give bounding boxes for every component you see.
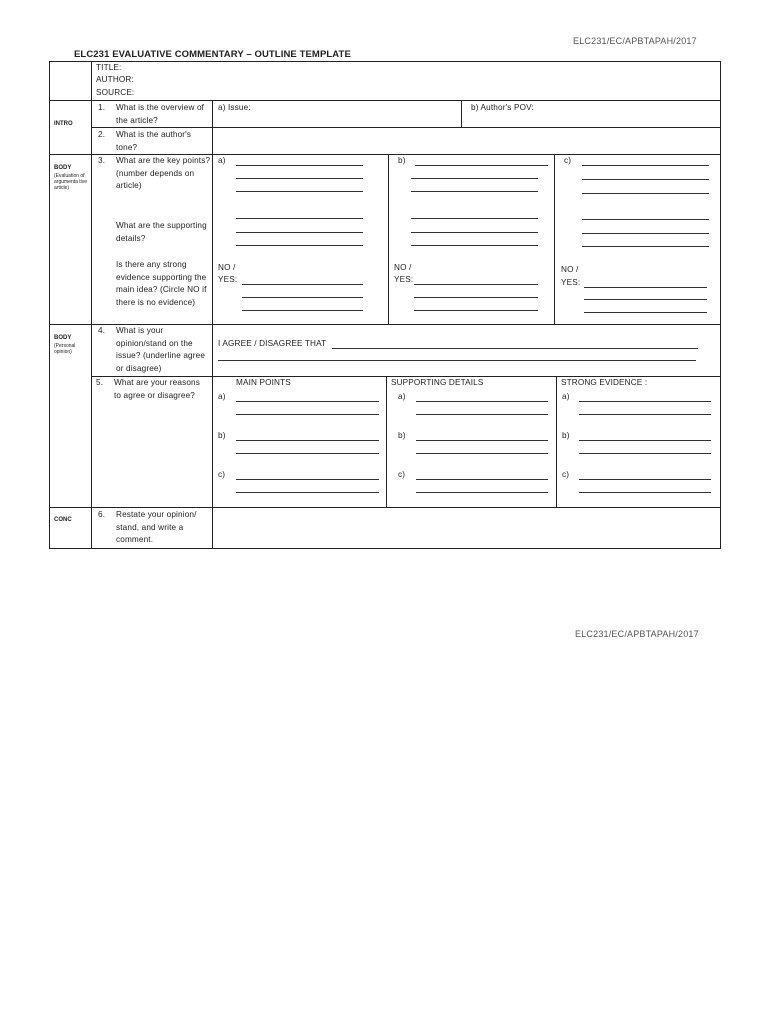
- main-points-header: MAIN POINTS: [236, 378, 291, 387]
- strong-evidence-header: STRONG EVIDENCE :: [561, 378, 648, 387]
- supporting-b-marker: b): [398, 431, 406, 440]
- evidence-c-no: NO /: [561, 265, 579, 274]
- main-point-c-marker: c): [218, 470, 226, 479]
- section-intro: INTRO: [54, 121, 73, 127]
- title-label: TITLE:: [96, 63, 122, 72]
- evidence-c-yes: YES:: [561, 278, 581, 287]
- strong-evidence-c-marker: c): [562, 470, 570, 479]
- key-point-a-marker: a): [218, 156, 226, 165]
- strong-evidence-a-marker: a): [562, 392, 570, 401]
- question-6: 6. Restate your opinion/ stand, and write a comment.: [98, 510, 197, 544]
- document-title: ELC231 EVALUATIVE COMMENTARY – OUTLINE TEMPLATE: [74, 49, 351, 60]
- supporting-a-marker: a): [398, 392, 406, 401]
- author-pov-field-label: b) Author's POV:: [471, 103, 534, 112]
- evidence-b-yes: YES:: [394, 275, 414, 284]
- section-conc: CONC: [54, 517, 72, 523]
- agree-disagree-label: I AGREE / DISAGREE THAT: [218, 339, 327, 348]
- document-code-bottom: ELC231/EC/APBTAPAH/2017: [575, 629, 699, 639]
- main-point-a-marker: a): [218, 392, 226, 401]
- question-2: 2. What is the author's tone?: [98, 130, 192, 152]
- evidence-a-no: NO /: [218, 263, 236, 272]
- evidence-a-yes: YES:: [218, 275, 238, 284]
- supporting-c-marker: c): [398, 470, 406, 479]
- question-3-supporting: What are the supporting details?: [116, 221, 207, 243]
- strong-evidence-b-marker: b): [562, 431, 570, 440]
- key-point-c-marker: c): [564, 156, 572, 165]
- section-body-evaluation-sub: (Evaluation of argumenta tive article): [54, 172, 88, 191]
- section-body-opinion: BODY: [54, 335, 72, 341]
- question-1: 1. What is the overview of the article?: [98, 103, 205, 125]
- main-point-b-marker: b): [218, 431, 226, 440]
- question-4: 4. What is your opinion/stand on the issue? (underline agree or disagree): [98, 326, 206, 373]
- question-5: 5. What are your reasons to agree or disagree?: [96, 378, 200, 400]
- section-body-evaluation: BODY: [54, 165, 72, 171]
- question-3-evidence: Is there any strong evidence supporting the main idea? (Circle NO if there is no evidence): [116, 260, 207, 307]
- comment-area[interactable]: [213, 508, 720, 548]
- issue-field-label: a) Issue:: [218, 103, 251, 112]
- section-body-opinion-sub: (Personal opinion): [54, 342, 76, 355]
- source-label: SOURCE:: [96, 88, 135, 97]
- author-label: AUTHOR:: [96, 75, 134, 84]
- supporting-details-header: SUPPORTING DETAILS: [391, 378, 484, 387]
- question-3: 3. What are the key points? (number depends on article): [98, 156, 211, 190]
- document-code-top: ELC231/EC/APBTAPAH/2017: [573, 36, 697, 46]
- key-point-b-marker: b): [398, 156, 406, 165]
- evidence-b-no: NO /: [394, 263, 412, 272]
